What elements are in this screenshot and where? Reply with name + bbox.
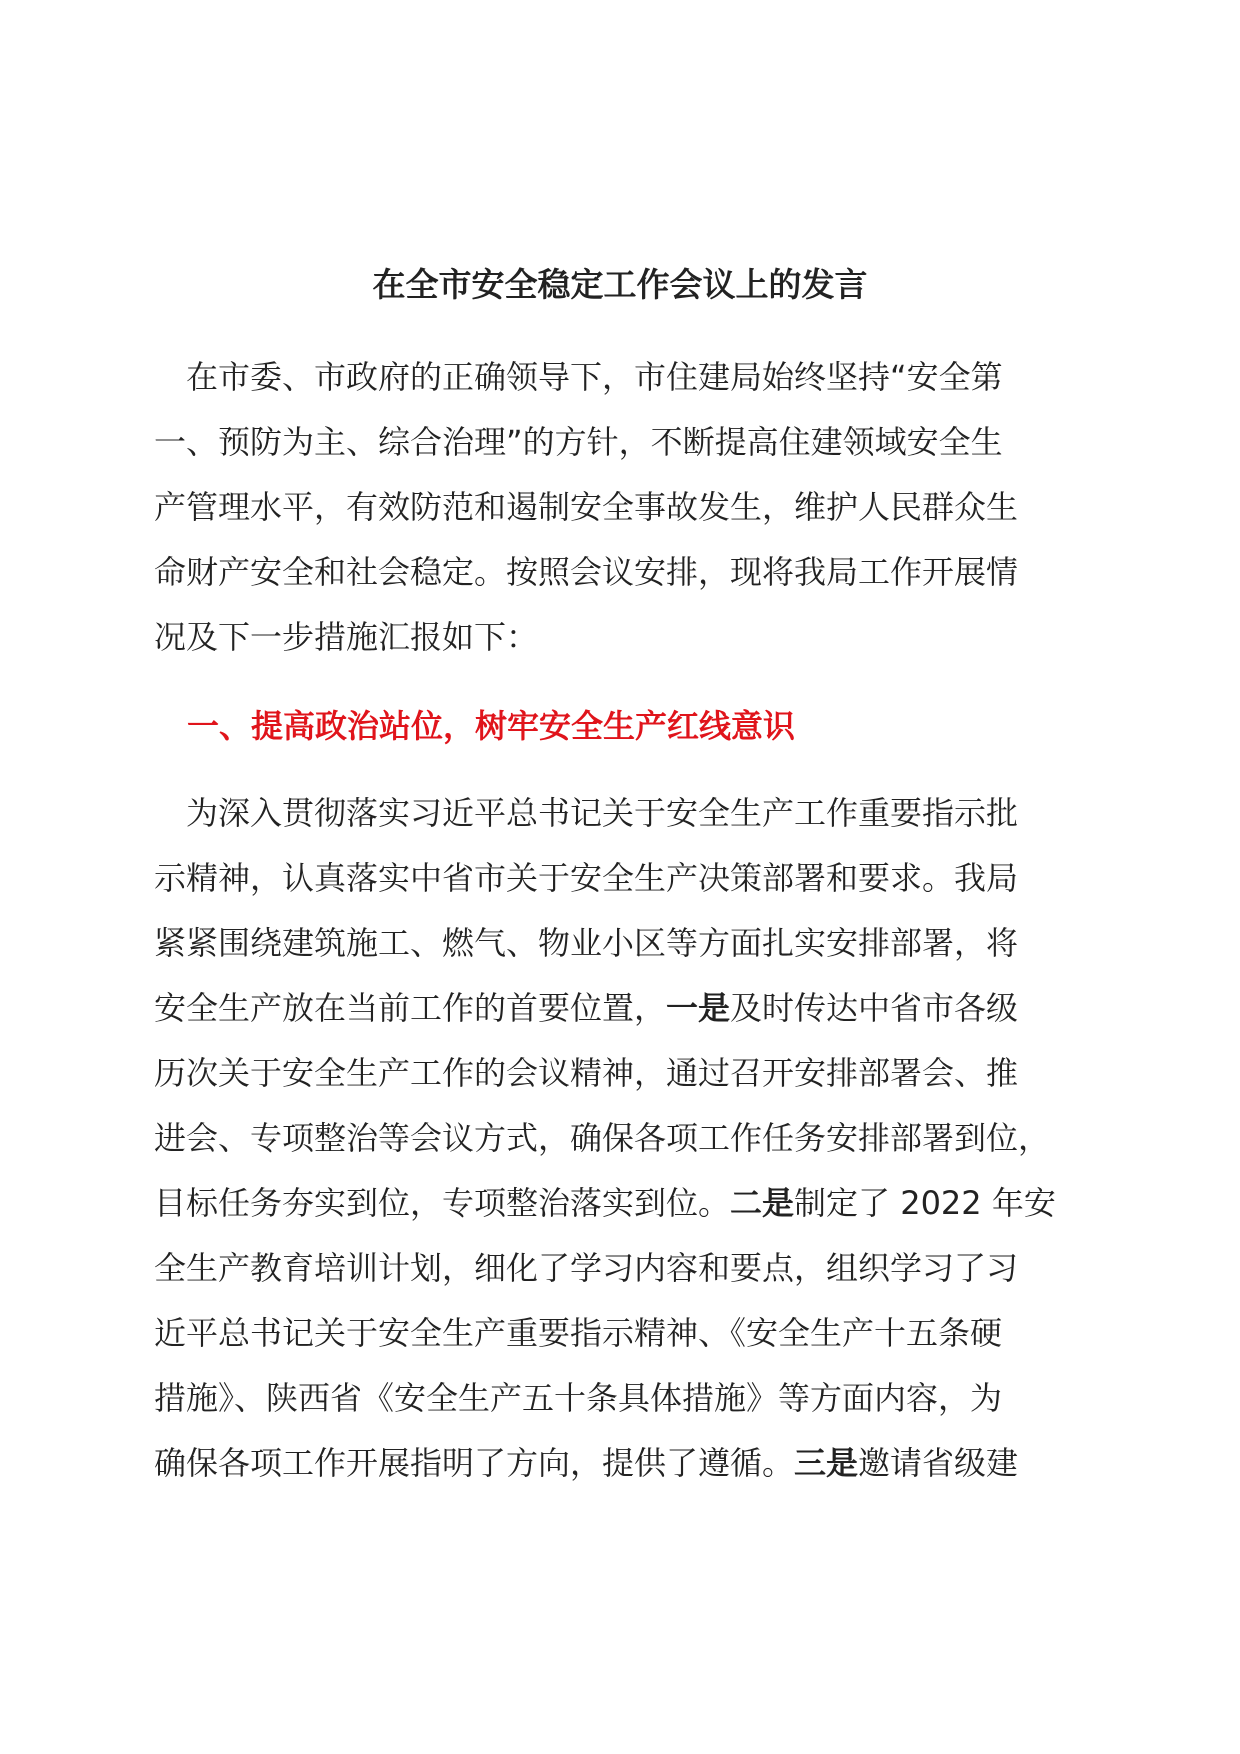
- paragraph-line: 命财产安全和社会稳定。按照会议安排，现将我局工作开展情: [154, 553, 1019, 591]
- line-text: 及时传达中省市各级: [730, 989, 1019, 1027]
- line-text: 邀请省级建: [858, 1444, 1019, 1482]
- line-text: 安全生产放在当前工作的首要位置，: [154, 989, 667, 1027]
- paragraph-section-1: [154, 781, 1094, 1496]
- paragraph-line: 全生产教育培训计划，细化了学习内容和要点，组织学习了习: [154, 1249, 1019, 1287]
- paragraph-line: 一、预防为主、综合治理”的方针，不断提高住建领域安全生: [154, 423, 1003, 461]
- paragraph-line: 示精神，认真落实中省市关于安全生产决策部署和要求。我局: [154, 859, 1019, 897]
- line-text: 目标任务夯实到位，专项整治落实到位。: [154, 1184, 731, 1222]
- document-title: 在全市安全稳定工作会议上的发言: [372, 265, 868, 304]
- paragraph-line: 况及下一步措施汇报如下：: [154, 618, 539, 656]
- paragraph-line: 进会、专项整治等会议方式，确保各项工作任务安排部署到位，: [154, 1119, 1051, 1157]
- paragraph-line: [154, 1431, 1094, 1496]
- paragraph-line: 在市委、市政府的正确领导下，市住建局始终坚持“安全第: [186, 358, 1003, 396]
- line-text: 制定了 2022 年安: [794, 1184, 1056, 1222]
- bold-marker: 三是: [794, 1444, 859, 1482]
- bold-marker: 二是: [730, 1184, 795, 1222]
- paragraph-line: 为深入贯彻落实习近平总书记关于安全生产工作重要指示批: [186, 794, 1019, 832]
- paragraph-line: 产管理水平，有效防范和遏制安全事故发生，维护人民群众生: [154, 488, 1019, 526]
- paragraph-line: [154, 1171, 1094, 1236]
- paragraph-line: 历次关于安全生产工作的会议精神，通过召开安排部署会、推: [154, 1054, 1019, 1092]
- line-text: 确保各项工作开展指明了方向，提供了遵循。: [154, 1444, 795, 1482]
- bold-marker: 一是: [666, 989, 731, 1027]
- paragraph-line: 紧紧围绕建筑施工、燃气、物业小区等方面扎实安排部署，将: [154, 924, 1019, 962]
- paragraph-intro: [154, 345, 1094, 670]
- section-heading: 一、提高政治站位，树牢安全生产红线意识: [187, 707, 796, 745]
- paragraph-line: [154, 976, 1094, 1041]
- paragraph-line: 措施》、陕西省《安全生产五十条具体措施》等方面内容，为: [154, 1379, 1003, 1417]
- paragraph-line: 近平总书记关于安全生产重要指示精神、《安全生产十五条硬: [154, 1314, 1003, 1352]
